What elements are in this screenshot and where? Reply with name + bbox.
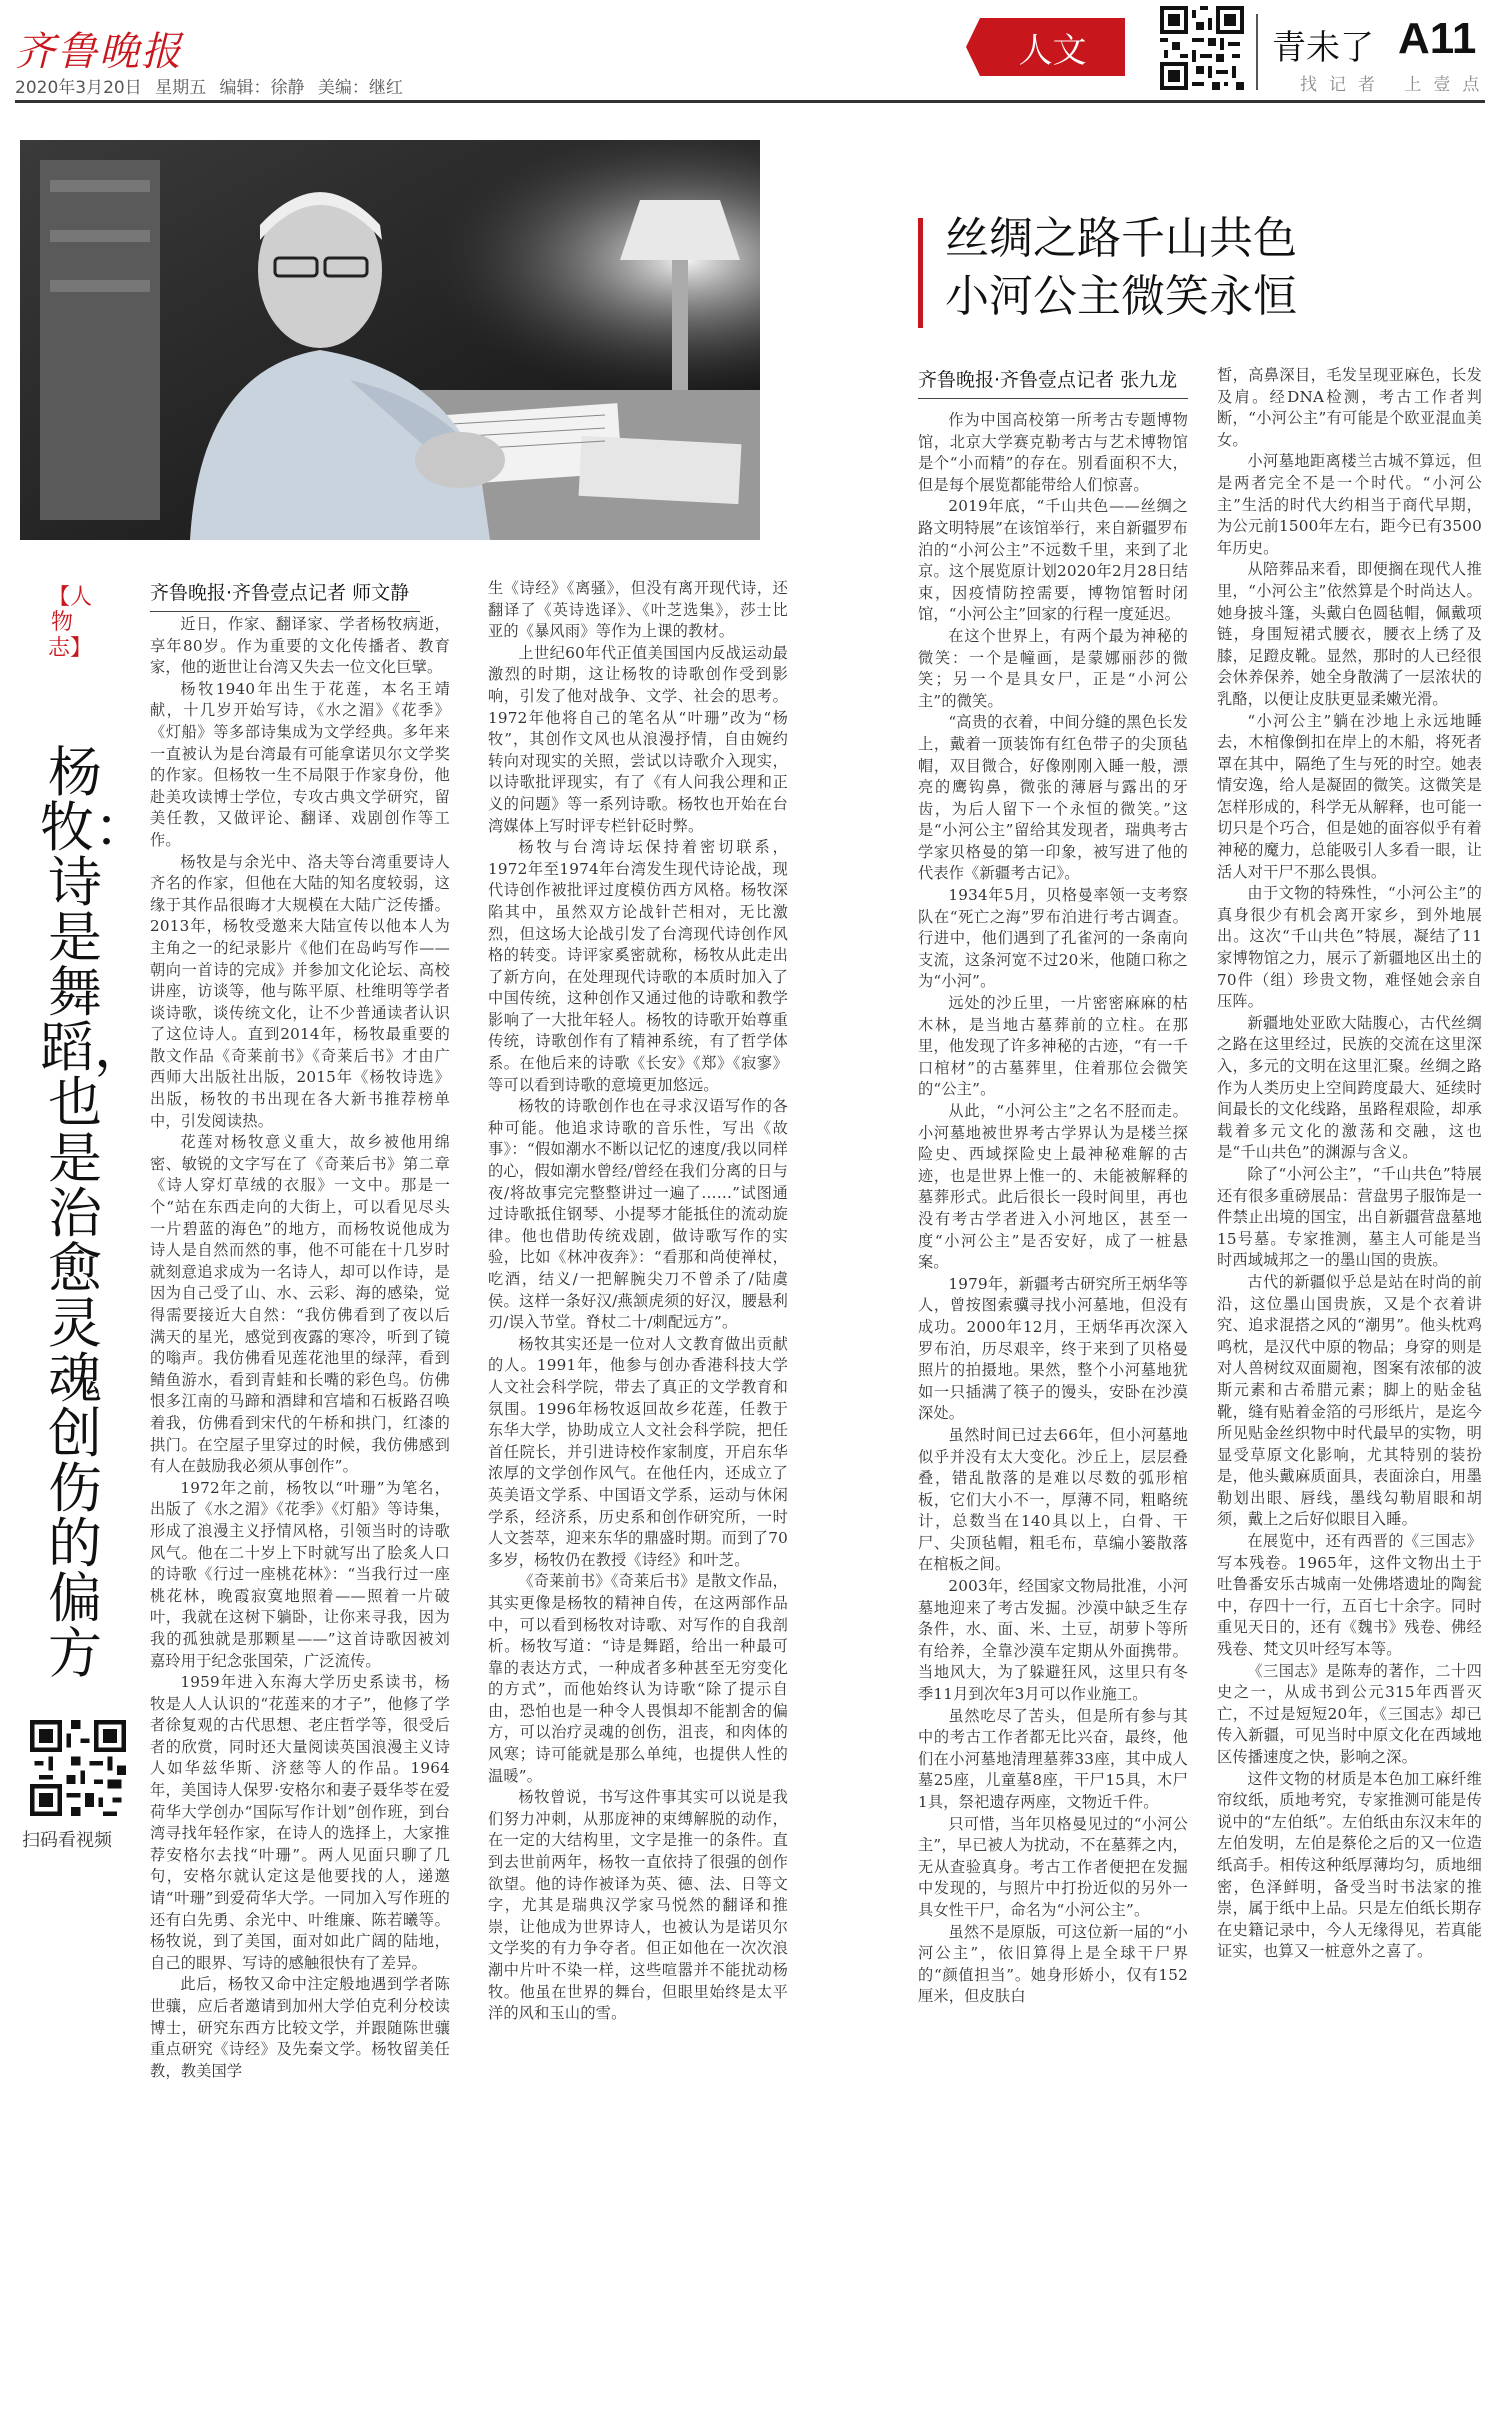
paragraph: 近日，作家、翻译家、学者杨牧病逝，享年80岁。作为重要的文化传播者、教育家，他的逝世让台湾又失去一位文化巨擘。: [150, 615, 450, 677]
masthead: 齐鲁晚报: [15, 29, 183, 75]
header-divider: [1256, 14, 1258, 90]
paragraph: 1959年进入东海大学历史系读书，杨牧是人人认识的“花莲来的才子”，他修了学者徐复观的古代思想、老庄哲学等，很受后者的欣赏，同时还大量阅读英国浪漫主义诗人如华兹华斯、济慈等人的作品。1964年，美国诗人保罗·安格尔和妻子聂华苓在爱荷华大学创办“国际写作计划”创作班，到台湾寻找年轻作家，在诗人的选择上，大家推荐安格尔去找“叶珊”。两人见面只聊了几句，安格尔就认定这是他要找的人，递邀请“叶珊”到爱荷华大学。一同加入写作班的还有白先勇、余光中、叶维廉、陈若曦等。杨牧说，到了美国，面对如此广阔的陆地，自己的眼界、写诗的感触很快有了差异。: [150, 1673, 450, 1972]
paragraph: 从陪葬品来看，即便搁在现代人推里，“小河公主”依然算是个时尚达人。她身披斗篷，头戴白色圆毡帽，佩戴项链，身围短裙式腰衣，腰衣上绣了及膝，足蹬皮靴。显然，那时的人已经很会休养保养，她全身散满了一层浓状的乳酪，以便让皮肤更显柔嫩光滑。: [1217, 560, 1482, 708]
qr-caption: 扫码看视频: [22, 1830, 112, 1851]
paragraph: 此后，杨牧又命中注定般地遇到学者陈世骧，应后者邀请到加州大学伯克利分校读博士，研究东西方比较文学，并跟随陈世骧重点研究《诗经》及先秦文学。杨牧留美任教，教美国学: [150, 1975, 450, 2080]
column-tag: 【人物志】: [48, 585, 93, 661]
paragraph: 《三国志》是陈寿的著作，二十四史之一，从成书到公元315年西晋灭亡，不过是短短20年，《三国志》却已传入新疆，可见当时中原文化在西域地区传播速度之快，影响之深。: [1217, 1661, 1482, 1766]
header-rule: [15, 100, 1485, 103]
paragraph: 除了“小河公主”，“千山共色”特展还有很多重磅展品：营盘男子服饰是一件禁止出境的国宝，出自新疆营盘墓地15号墓。专家推测，墓主人可能是当时西域城邦之一的墨山国的贵族。: [1217, 1164, 1482, 1270]
paragraph: 生《诗经》《离骚》，但没有离开现代诗，还翻译了《英诗选译》、《叶芝选集》，莎士比亚的《暴风雨》等作为上课的教材。: [488, 579, 788, 641]
paragraph: 新疆地处亚欧大陆腹心，古代丝绸之路在这里经过，民族的交流在这里深入，多元的文明在这里汇聚。丝绸之路作为人类历史上空间跨度最大、延续时间最长的文化线路，虽路程艰险，却承载着多元文化的激荡和交融，这也是“千山共色”的渊源与含义。: [1217, 1013, 1482, 1162]
paragraph: 1972年之前，杨牧以“叶珊”为笔名，出版了《水之湄》《花季》《灯船》等诗集，形成了浪漫主义抒情风格，引领当时的诗歌风气。他在二十岁上下时就写出了脍炙人口的诗歌《行过一座桃花林》：“当我行过一座桃花林，晚霞寂寞地照着——照着一片破叶，我就在这树下躺卧，让你来寻我，因为我的孤独就是那颗星——”这首诗歌因被刘嘉玲用于纪念张国荣，广泛流传。: [150, 1478, 450, 1670]
paragraph: 虽然不是原版，可这位新一届的“小河公主”，依旧算得上是全球干尸界的“颜值担当”。她身形娇小，仅有152厘米，但皮肤白: [918, 1922, 1188, 2006]
portrait-photo: [20, 140, 760, 540]
qr-code-icon[interactable]: [1160, 6, 1244, 90]
article-column-2: [488, 578, 788, 2404]
article-column-2: [1217, 365, 1482, 2404]
paragraph: 花莲对杨牧意义重大，故乡被他用绵密、敏锐的文字写在了《奇莱后书》第二章《诗人穿灯草绒的衣服》一文中。那是一个“站在东西走向的大街上，可以看见尽头一片碧蓝的海色”的地方，而杨牧说他成为诗人是自然而然的事，他不可能在十几岁时就刻意追求成为一名诗人，却可以作诗，是因为自己受了山、水、云彩、海的感染，觉得需要接近大自然：“我仿佛看到了夜以后满天的星光，感觉到夜露的寒冷，听到了镜的嗡声。我仿佛看见莲花池里的绿萍，看到鲭鱼游水，看到青蛙和长嘴的彩色鸟。仿佛恨多江南的马蹄和酒肆和宫墙和石板路召唤着我，仿佛看到宋代的午桥和拱门，红漆的拱门。在空屋子里穿过的时候，我仿佛感到有人在鼓励我必须从事创作”。: [150, 1133, 450, 1476]
dateline: 2020年3月20日 星期五 编辑：徐静 美编：继红: [15, 78, 403, 98]
byline: 齐鲁晚报·齐鲁壹点记者 张九龙: [918, 365, 1188, 399]
paragraph: 杨牧与台湾诗坛保持着密切联系，1972年至1974年台湾发生现代诗论战，现代诗创作被批评过度模仿西方风格。杨牧深陷其中，虽然双方论战针芒相对，无比激烈，但这场大论战引发了台湾现代诗创作风格的转变。诗评家奚密就称，杨牧从此走出了新方向，在处理现代诗歌的本质时加入了中国传统，这种创作又通过他的诗歌和教学影响了一大批年轻人。杨牧的诗歌开始尊重传统，诗歌创作有了精神系统，有了哲学体系。在他后来的诗歌《长安》《郑》《寂寥》等可以看到诗歌的意境更加悠远。: [488, 838, 788, 1094]
article-title: [945, 210, 1297, 326]
paragraph: 上世纪60年代正值美国国内反战运动最激烈的时期，这让杨牧的诗歌创作受到影响，引发了他对战争、文学、社会的思考。1972年他将自己的笔名从“叶珊”改为“杨牧”，其创作文风也从浪漫抒情，自由婉约转向对现实的关照，尝试以诗歌介入现实，以诗歌批评现实，有了《有人问我公理和正义的问题》等一系列诗歌。杨牧也开始在台湾媒体上写时评专栏针砭时弊。: [488, 643, 788, 835]
paragraph: 在这个世界上，有两个最为神秘的微笑：一个是幢画，是蒙娜丽莎的微笑；另一个是具女尸，正是“小河公主”的微笑。: [918, 626, 1188, 710]
paragraph: 1979年，新疆考古研究所王炳华等人，曾按图索骥寻找小河墓地，但没有成功。2000年12月，王炳华再次深入罗布泊，历尽艰辛，终于来到了贝格曼照片的拍摄地。果然，整个小河墓地犹如一只插满了筷子的馒头，安卧在沙漠深处。: [918, 1274, 1188, 1423]
paragraph: 杨牧其实还是一位对人文教育做出贡献的人。1991年，他参与创办香港科技大学人文社会科学院，带去了真正的文学教育和氛围。1996年杨牧返回故乡花莲，任教于东华大学，协助成立人文社会科学院，把任首任院长，并引进诗校作家制度，开启东华浓厚的文学创作风气。在他任内，还成立了英美语文学系、中国语文学系，运动与休闲学系，经济系，历史系和创作研究所，一时人文荟萃，迎来东华的鼎盛时期。而到了70多岁，杨牧仍在教授《诗经》和叶芝。: [488, 1334, 788, 1569]
edition-name: 青未了: [1272, 28, 1374, 68]
title-accent-bar: [918, 218, 923, 328]
slogan: 找记者 上壹点: [1300, 75, 1492, 95]
paragraph: 杨牧的诗歌创作也在寻求汉语写作的各种可能。他追求诗歌的音乐性，写出《故事》：“假如潮水不断以记忆的速度/我以同样的心，假如潮水曾经/曾经在我们分离的日与夜/将故事完完整整讲过一遍了……”试图通过诗歌抵住钢琴、小提琴才能抵住的流动旋律。他也借助传统戏剧，做诗歌写作的实验，比如《林冲夜奔》：“看那和尚使禅杖，吃酒，结义/一把解腕尖刀不曾杀了/陆虞侯。这样一条好汉/燕颔虎须的好汉，腰悬利刃/误入节堂。脊杖二十/刺配远方”。: [488, 1097, 788, 1332]
page-number: A11: [1398, 14, 1477, 63]
article-column-1: [918, 410, 1188, 2404]
paragraph: 小河墓地距离楼兰古城不算远，但是两者完全不是一个时代。“小河公主”生活的时代大约相当于商代早期，为公元前1500年左右，距今已有3500年历史。: [1217, 452, 1482, 557]
title-line: 小河公主微笑永恒: [945, 271, 1297, 322]
paragraph: 1934年5月，贝格曼率领一支考察队在“死亡之海”罗布泊进行考古调查。行进中，他们遇到了孔雀河的一条南向支流，这条河宽不过20米，他随口称之为“小河”。: [918, 886, 1188, 991]
paragraph: 2019年底，“千山共色——丝绸之路文明特展”在该馆举行，来自新疆罗布泊的“小河公主”不远数千里，来到了北京。这个展览原计划2020年2月28日结束，因疫情防控需要，博物馆暂时闭馆，“小河公主”回家的行程一度延迟。: [918, 497, 1188, 624]
paragraph: 杨牧是与余光中、洛夫等台湾重要诗人齐名的作家，但他在大陆的知名度较弱，这缘于其作品很晦才大规模在大陆广泛传播。2013年，杨牧受邀来大陆宣传以他本人为主角之一的纪录影片《他们在岛屿写作——朝向一首诗的完成》并参加文化论坛、高校讲座，访谈等，他与陈平原、杜维明等学者谈诗歌，谈传统文化，让不少普通读者认识了这位诗人。直到2014年，杨牧最重要的散文作品《奇莱前书》《奇莱后书》才由广西师大出版社出版，2015年《杨牧诗选》出版，杨牧的书出现在各大新书推荐榜单中，引发阅读热。: [150, 852, 450, 1130]
section-tab: 人文: [980, 18, 1125, 76]
paragraph: 2003年，经国家文物局批准，小河墓地迎来了考古发掘。沙漠中缺乏生存条件，水、面、米、土豆，胡萝卜等所有给养，全靠沙漠车定期从外面携带。当地风大，为了躲避狂风，这里只有冬季11月到次年3月可以作业施工。: [918, 1577, 1188, 1704]
paragraph: 在展览中，还有西晋的《三国志》写本残卷。1965年，这件文物出土于吐鲁番安乐古城南一处佛塔遗址的陶瓮中，存四十一行，五百七十余字。同时重见天日的，还有《魏书》残卷、佛经残卷、梵文贝叶经写本等。: [1217, 1532, 1482, 1659]
paragraph: 《奇莱前书》《奇莱后书》是散文作品，其实更像是杨牧的精神自传，在这两部作品中，可以看到杨牧对诗歌、对写作的自我剖析。杨牧写道：“诗是舞蹈，给出一种最可靠的表达方式，一种成者多种甚至无穷变化的方式”，而他始终认为诗歌“除了提示自由，恐怕也是一种令人畏惧却不能割舍的偏方，可以治疗灵魂的创伤，沮丧，和肉体的风寒；诗可能就是那么单纯，也提供人性的温暖”。: [488, 1572, 788, 1785]
paragraph: 虽然吃尽了苦头，但是所有参与其中的考古工作者都无比兴奋，最终，他们在小河墓地清理墓葬33座，其中成人墓25座，儿童墓8座，干尸15具，木尸1具，祭祀遗存两座，文物近千件。: [918, 1706, 1188, 1811]
paragraph: 皙，高鼻深目，毛发呈现亚麻色，长发及肩。经DNA检测，考古工作者判断，“小河公主”有可能是个欧亚混血美女。: [1217, 366, 1482, 449]
byline: 齐鲁晚报·齐鲁壹点记者 师文静: [150, 578, 420, 612]
paragraph: “高贵的衣着，中间分缝的黑色长发上，戴着一顶装饰有红色带子的尖顶毡帽，双目微合，好像刚刚入睡一般，漂亮的鹰钩鼻，微张的薄唇与露出的牙齿，为后人留下一个永恒的微笑。”这是“小河公主”留给其发现者，瑞典考古学家贝格曼的第一印象，被写进了他的代表作《新疆考古记》。: [918, 713, 1188, 883]
title-line: 丝绸之路千山共色: [945, 213, 1297, 264]
paragraph: 从此，“小河公主”之名不胫而走。小河墓地被世界考古学界认为是楼兰探险史、西域探险史上最神秘难解的古迹，也是世界上惟一的、未能被解释的墓葬形式。此后很长一段时间里，再也没有考古学者进入小河地区，甚至一度“小河公主”是否安好，成了一桩悬案。: [918, 1102, 1188, 1272]
paragraph: 杨牧1940年出生于花莲，本名王靖献，十几岁开始写诗，《水之湄》《花季》《灯船》等多部诗集成为文学经典。多年来一直被认为是台湾最有可能拿诺贝尔文学奖的作家。但杨牧一生不局限于作家身份，他赴美攻读博士学位，专攻古典文学研究，留美任教，又做评论、翻译、戏剧创作等工作。: [150, 679, 450, 849]
paragraph: 作为中国高校第一所考古专题博物馆，北京大学赛克勒考古与艺术博物馆是个“小而精”的存在。别看面积不大，但是每个展览都能带给人们惊喜。: [918, 411, 1188, 494]
paragraph: 古代的新疆似乎总是站在时尚的前沿，这位墨山国贵族，又是个衣着讲究、追求混搭之风的“潮男”。他头枕鸡鸣枕，是汉代中原的物品；身穿的则是对人兽树纹双面罽袍，图案有浓郁的波斯元素和古希腊元素；脚上的贴金毡靴，缝有贴着金箔的弓形纸片，是迄今所见贴金丝织物中时代最早的实物，明显受草原文化影响，尤其特别的装扮是，他头戴麻质面具，表面涂白，用墨勒划出眼、唇线，墨线勾勒眉眼和胡须，戴上之后好似眼目入睡。: [1217, 1272, 1482, 1529]
article-title: 杨牧：诗是舞蹈，也是治愈灵魂创伤的偏方: [40, 741, 148, 1686]
paragraph: 只可惜，当年贝格曼见过的“小河公主”，早已被人为扰动，不在墓葬之内，无从查验真身。考古工作者便把在发掘中发现的，与照片中打扮近似的另外一具女性干尸，命名为“小河公主”。: [918, 1814, 1188, 1919]
qr-code-icon[interactable]: [30, 1720, 126, 1816]
paragraph: 远处的沙丘里，一片密密麻麻的枯木林，是当地古墓葬前的立柱。在那里，他发现了许多神秘的古迹，“有一千口棺材”的古墓葬里，住着那位会微笑的“公主”。: [918, 994, 1188, 1099]
paragraph: 这件文物的材质是本色加工麻纤维帘纹纸，质地考究，专家推测可能是传说中的“左伯纸”。左伯纸由东汉末年的左伯发明，左伯是蔡伦之后的又一位造纸高手。相传这种纸厚薄均匀，质地细密，色泽鲜明，备受当时书法家的推崇，属于纸中上品。只是左伯纸长期存在史籍记录中，今人无缘得见，若真能证实，也算又一桩意外之喜了。: [1217, 1769, 1482, 1961]
paragraph: “小河公主”躺在沙地上永远地睡去，木棺像倒扣在岸上的木船，将死者罩在其中，隔绝了生与死的时空。她表情安逸，给人是凝固的微笑。这微笑是怎样形成的，科学无从解释，也可能一切只是个巧合，但是她的面容似乎有着神秘的魔力，总能吸引人多看一眼，让活人对干尸不那么畏惧。: [1217, 711, 1482, 881]
paragraph: 虽然时间已过去66年，但小河墓地似乎并没有太大变化。沙丘上，层层叠叠，错乱散落的是难以尽数的弧形棺板，它们大小不一，厚薄不同，粗略统计，总数当在140具以上，白骨、干尸、尖顶毡帽，粗毛布，草编小篓散落在棺板之间。: [918, 1425, 1188, 1574]
paragraph: 杨牧曾说，书写这件事其实可以说是我们努力冲刺，从那庞神的束缚解脱的动作，在一定的大结构里，文字是推一的条件。直到去世前两年，杨牧一直依持了很强的创作欲望。他的诗作被译为英、德、法、日等文字，尤其是瑞典汉学家马悦然的翻译和推崇，让他成为世界诗人，也被认为是诺贝尔文学奖的有力争夺者。但正如他在一次次浪潮中片叶不染一样，这些喧嚣并不能扰动杨牧。他虽在世界的舞台，但眼里始终是太平洋的风和玉山的雪。: [488, 1788, 788, 2023]
article-column-1: [150, 614, 450, 2404]
paragraph: 由于文物的特殊性，“小河公主”的真身很少有机会离开家乡，到外地展出。这次“千山共色”特展，凝结了11家博物馆之力，展示了新疆地区出土的70件（组）珍贵文物，难怪她会亲自压阵。: [1217, 884, 1482, 1011]
